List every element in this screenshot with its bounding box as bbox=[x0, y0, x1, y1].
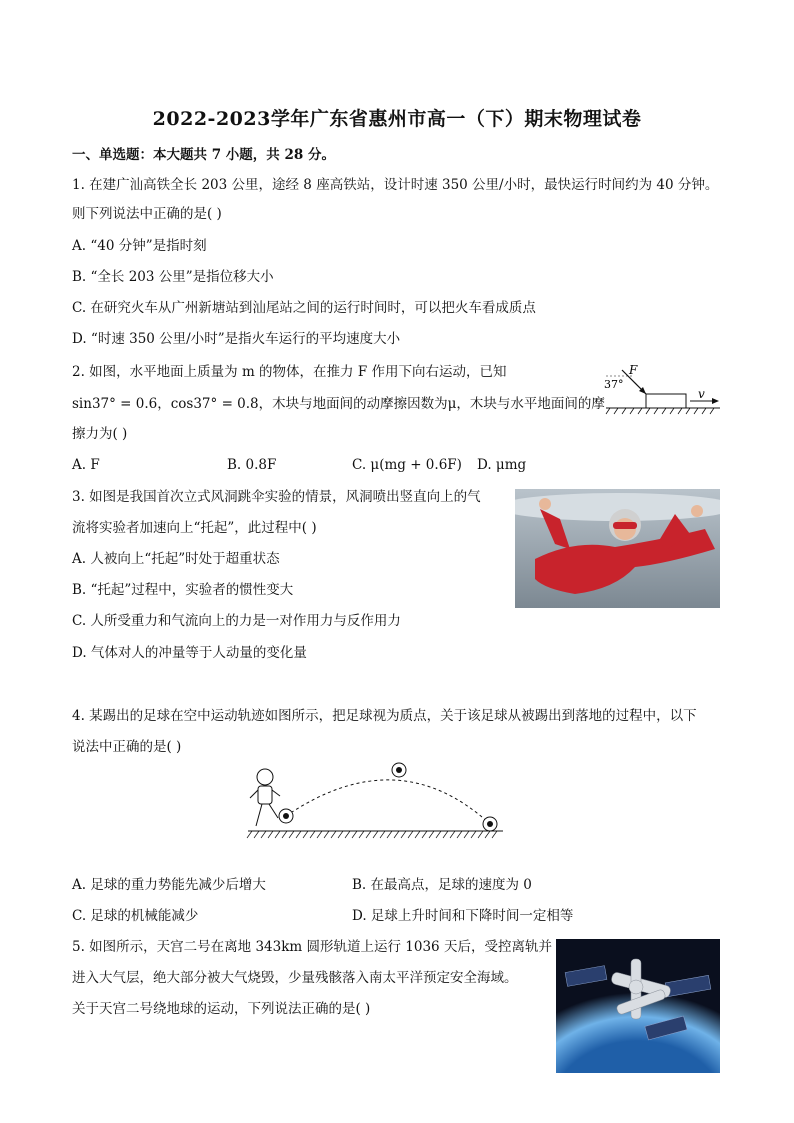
exam-title: 2022-2023学年广东省惠州市高一（下）期末物理试卷 bbox=[152, 108, 642, 130]
q3-option-c: C. 人所受重力和气流向上的力是一对作用力与反作用力 bbox=[72, 613, 401, 629]
q2-stem-line1: 2. 如图，水平地面上质量为 m 的物体，在推力 F 作用下向右运动，已知 bbox=[72, 364, 507, 380]
force-label: F bbox=[629, 363, 638, 377]
q3-option-d: D. 气体对人的冲量等于人动量的变化量 bbox=[72, 645, 307, 661]
skydiver-photo bbox=[515, 489, 720, 608]
q5-stem-line1: 5. 如图所示，天宫二号在离地 343km 圆形轨道上运行 1036 天后，受控离轨并 bbox=[72, 939, 552, 955]
q4-option-c: C. 足球的机械能减少 bbox=[72, 908, 199, 924]
q1-stem-line2: 则下列说法中正确的是( ) bbox=[72, 206, 222, 222]
football-trajectory-diagram bbox=[238, 760, 508, 840]
q2-option-c: C. μ(mg + 0.6F) bbox=[352, 457, 462, 473]
q2-option-b: B. 0.8F bbox=[227, 457, 277, 473]
q3-option-a: A. 人被向上“托起”时处于超重状态 bbox=[72, 551, 280, 567]
q4-option-a: A. 足球的重力势能先减少后增大 bbox=[72, 877, 266, 893]
space-station-photo bbox=[556, 939, 720, 1073]
q1-option-b: B. “全长 203 公里”是指位移大小 bbox=[72, 269, 274, 285]
block bbox=[646, 394, 686, 408]
q1-option-a: A. “40 分钟”是指时刻 bbox=[72, 238, 207, 254]
q2-option-a: A. F bbox=[72, 457, 100, 473]
ball-end bbox=[483, 817, 497, 831]
q3-stem-line2: 流将实验者加速向上“托起”，此过程中( ) bbox=[72, 520, 317, 536]
q1-option-d: D. “时速 350 公里/小时”是指火车运行的平均速度大小 bbox=[72, 331, 401, 347]
q2-stem-line2: sin37° = 0.6，cos37° = 0.8，木块与地面间的动摩擦因数为μ，木块与水平地面间的摩 bbox=[72, 396, 605, 412]
q4-option-b: B. 在最高点，足球的速度为 0 bbox=[352, 877, 532, 893]
q3-stem-line1: 3. 如图是我国首次立式风洞跳伞实验的情景，风洞喷出竖直向上的气 bbox=[72, 489, 481, 505]
q1-option-c: C. 在研究火车从广州新塘站到汕尾站之间的运行时间时，可以把火车看成质点 bbox=[72, 300, 536, 316]
q3-option-b: B. “托起”过程中，实验者的惯性变大 bbox=[72, 582, 294, 598]
q2-stem-line3: 擦力为( ) bbox=[72, 426, 128, 442]
q5-stem-line3: 关于天宫二号绕地球的运动，下列说法正确的是( ) bbox=[72, 1001, 371, 1017]
q5-stem-line2: 进入大气层，绝大部分被大气烧毁，少量残骸落入南太平洋预定安全海域。 bbox=[72, 970, 518, 986]
q2-option-d: D. μmg bbox=[477, 457, 527, 473]
angle-label: 37° bbox=[604, 378, 624, 391]
section-heading: 一、单选题：本大题共 7 小题，共 28 分。 bbox=[72, 147, 335, 163]
ball-start bbox=[279, 809, 293, 823]
q4-option-d: D. 足球上升时间和下降时间一定相等 bbox=[352, 908, 574, 924]
ball-apex bbox=[392, 763, 406, 777]
q4-stem-line1: 4. 某踢出的足球在空中运动轨迹如图所示，把足球视为质点，关于该足球从被踢出到落地的过程中，以下 bbox=[72, 708, 697, 724]
q2-force-diagram bbox=[602, 362, 727, 422]
q1-stem-line1: 1. 在建广汕高铁全长 203 公里，途经 8 座高铁站，设计时速 350 公里/小时，最快运行时间约为 40 分钟。 bbox=[72, 177, 719, 193]
kicker-figure bbox=[250, 769, 280, 826]
velocity-label: v bbox=[698, 387, 705, 401]
q4-stem-line2: 说法中正确的是( ) bbox=[72, 739, 182, 755]
